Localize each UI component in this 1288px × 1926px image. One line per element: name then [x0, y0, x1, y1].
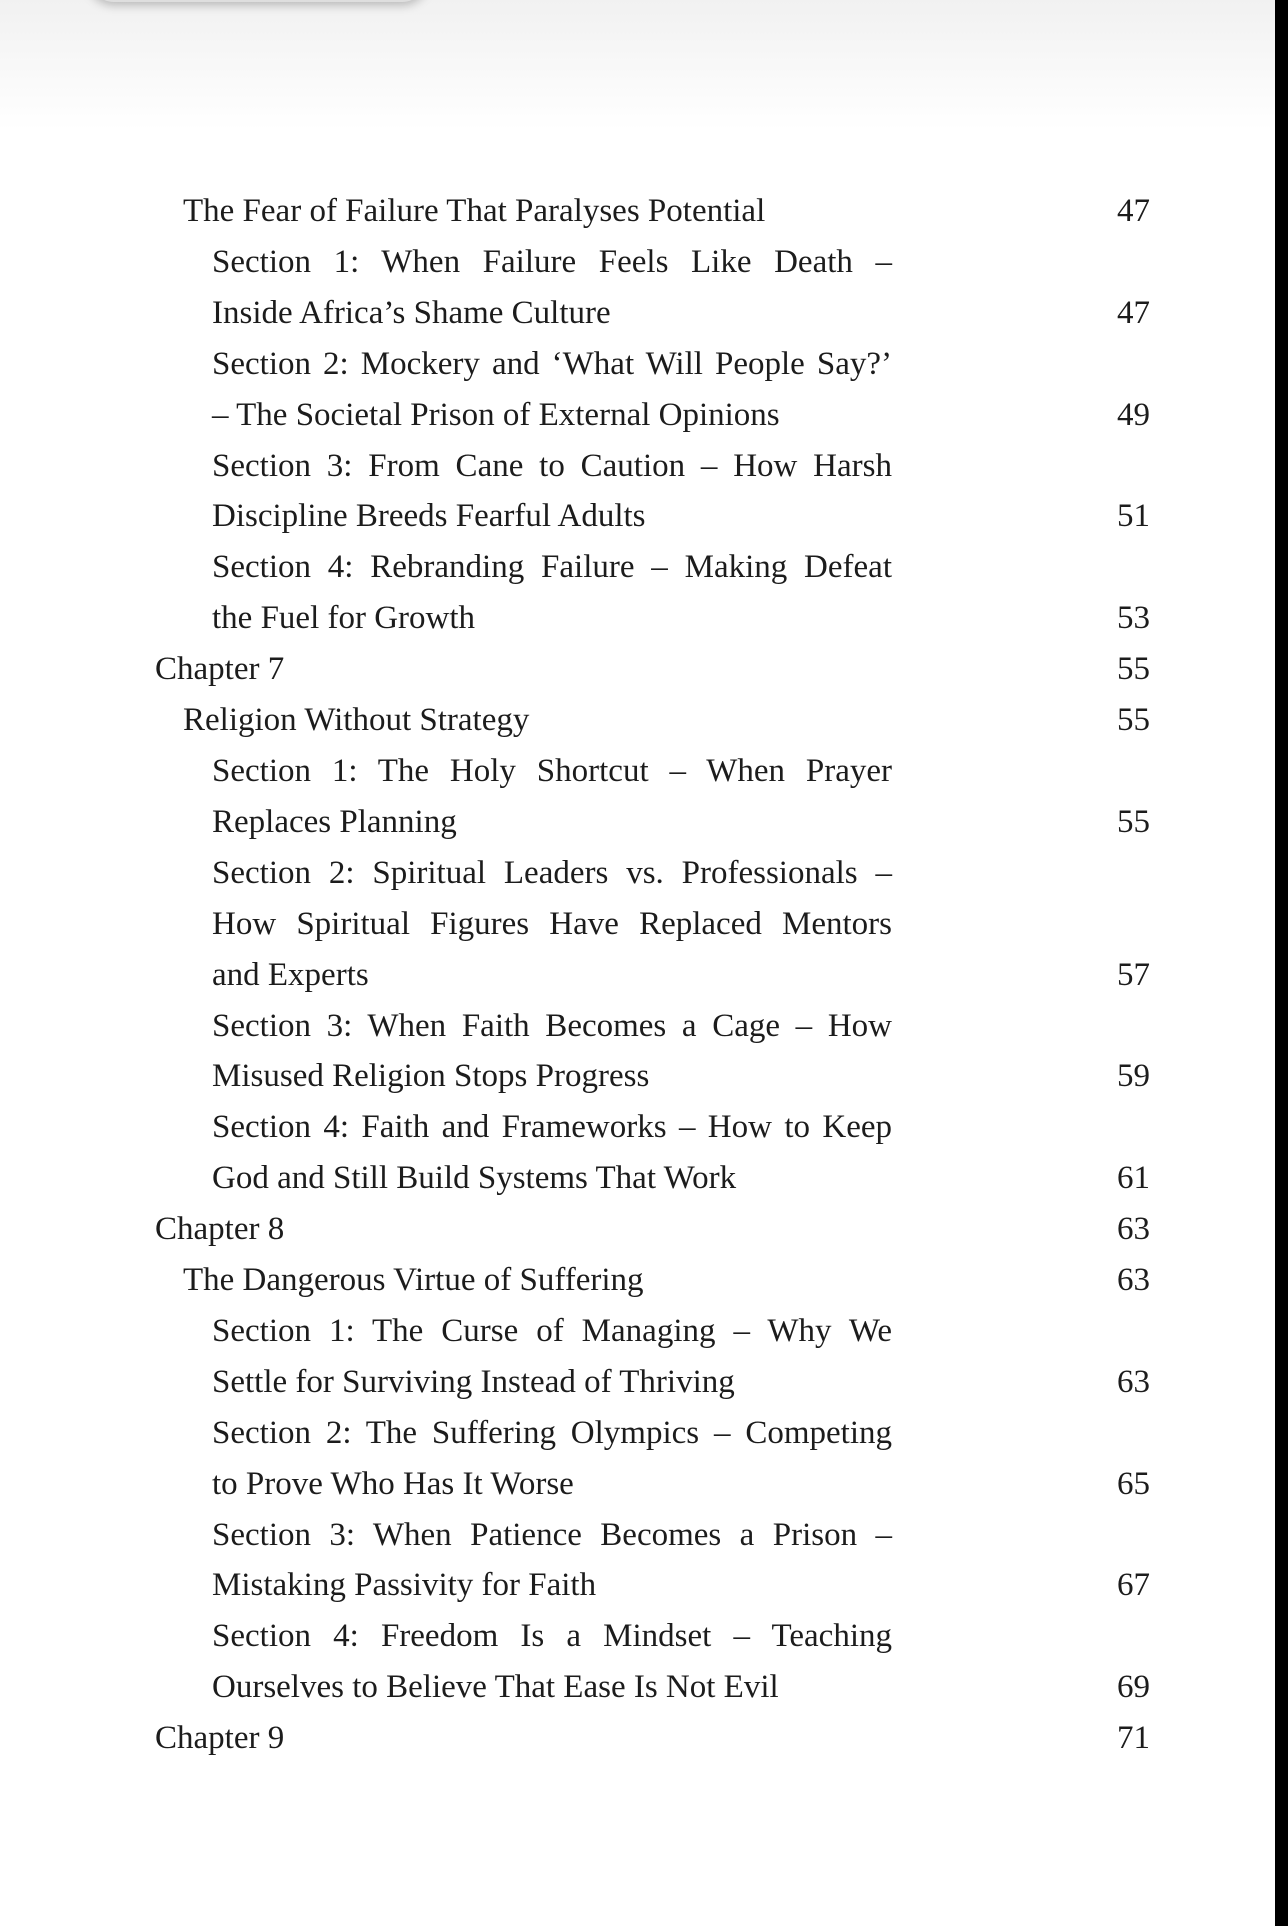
toc-entry-section	[0, 1306, 1275, 1408]
toc-entry-page-number: 63	[1117, 1262, 1150, 1299]
toc-entry-section	[0, 1102, 1275, 1204]
toc-entry-page-number: 47	[1117, 294, 1150, 331]
table-of-contents	[0, 186, 1275, 1764]
toc-entry-line: Chapter 7	[155, 651, 285, 688]
toc-entry-page-number: 71	[1117, 1720, 1150, 1757]
toc-entry-subchapter	[0, 1255, 1275, 1306]
toc-entry-page-number: 63	[1117, 1211, 1150, 1248]
toc-entry-subchapter	[0, 695, 1275, 746]
toc-entry-chapter	[0, 1204, 1275, 1255]
toc-entry-section	[0, 1408, 1275, 1510]
toc-entry-title	[212, 542, 892, 644]
toc-entry-section	[0, 746, 1275, 848]
toc-entry-page-number: 69	[1117, 1669, 1150, 1706]
toc-entry-page-number: 51	[1117, 498, 1150, 535]
toc-entry-title	[212, 237, 892, 339]
toc-entry-page-number: 55	[1117, 702, 1150, 739]
toc-entry-line: Discipline Breeds Fearful Adults	[212, 498, 646, 535]
toc-entry-line: Section 3: When Patience Becomes a Prison –	[212, 1516, 892, 1553]
toc-entry-title	[212, 848, 892, 1001]
toc-entry-chapter	[0, 1713, 1275, 1764]
toc-entry-section	[0, 1510, 1275, 1612]
toc-entry-line: Mistaking Passivity for Faith	[212, 1567, 597, 1604]
toc-entry-page-number: 61	[1117, 1160, 1150, 1197]
toc-entry-line: Religion Without Strategy	[183, 702, 530, 739]
toc-entry-page-number: 65	[1117, 1465, 1150, 1502]
toc-entry-title	[212, 1611, 892, 1713]
toc-entry-line: Section 3: When Faith Becomes a Cage – How	[212, 1007, 892, 1044]
toc-entry-line: Section 3: From Cane to Caution – How Harsh	[212, 447, 892, 484]
toc-entry-page-number: 57	[1117, 956, 1150, 993]
toc-entry-line: Section 2: Mockery and ‘What Will People Say?’	[212, 345, 892, 382]
top-shadow	[0, 0, 1275, 130]
toc-entry-section	[0, 542, 1275, 644]
toc-entry-title	[183, 186, 903, 237]
toc-entry-line: and Experts	[212, 956, 369, 993]
toc-entry-title	[183, 1255, 903, 1306]
toc-entry-title	[212, 1102, 892, 1204]
toc-entry-line: Inside Africa’s Shame Culture	[212, 294, 611, 331]
toc-entry-line: Ourselves to Believe That Ease Is Not Evil	[212, 1669, 779, 1706]
toc-entry-line: Section 4: Rebranding Failure – Making Defeat	[212, 549, 892, 586]
toc-entry-title	[212, 441, 892, 543]
toc-entry-line: to Prove Who Has It Worse	[212, 1465, 574, 1502]
toc-entry-line: The Fear of Failure That Paralyses Potential	[183, 193, 766, 229]
toc-entry-section	[0, 1611, 1275, 1713]
toc-entry-line: Settle for Surviving Instead of Thriving	[212, 1363, 735, 1400]
toc-entry-page-number: 59	[1117, 1058, 1150, 1095]
toc-entry-line: The Dangerous Virtue of Suffering	[183, 1262, 644, 1299]
toc-entry-line: Section 1: The Curse of Managing – Why We	[212, 1312, 892, 1349]
toc-entry-title	[212, 1306, 892, 1408]
toc-entry-section	[0, 237, 1275, 339]
toc-entry-title	[183, 695, 903, 746]
toc-entry-page-number: 55	[1117, 803, 1150, 840]
toc-entry-chapter	[0, 644, 1275, 695]
toc-entry-title	[155, 1713, 915, 1764]
toc-entry-title	[212, 1510, 892, 1612]
toc-entry-title	[212, 1408, 892, 1510]
toc-entry-line: How Spiritual Figures Have Replaced Mentors	[212, 905, 892, 942]
toc-entry-page-number: 47	[1117, 193, 1150, 229]
toc-entry-page-number: 53	[1117, 600, 1150, 637]
toc-entry-title	[155, 644, 915, 695]
toc-entry-line: Chapter 8	[155, 1211, 285, 1248]
toc-entry-line: God and Still Build Systems That Work	[212, 1160, 737, 1197]
top-tab	[88, 0, 428, 2]
toc-entry-line: Section 1: When Failure Feels Like Death –	[212, 243, 892, 280]
toc-entry-line: Replaces Planning	[212, 803, 457, 840]
toc-entry-line: Section 2: Spiritual Leaders vs. Professionals –	[212, 854, 892, 891]
toc-entry-page-number: 49	[1117, 396, 1150, 433]
toc-entry-section	[0, 848, 1275, 1001]
toc-entry-line: Section 4: Faith and Frameworks – How to Keep	[212, 1109, 892, 1146]
toc-entry-section	[0, 339, 1275, 441]
toc-entry-line: Chapter 9	[155, 1720, 285, 1757]
toc-entry-line: the Fuel for Growth	[212, 600, 476, 637]
toc-entry-title	[155, 1204, 915, 1255]
toc-entry-line: Section 4: Freedom Is a Mindset – Teaching	[212, 1618, 892, 1655]
toc-entry-section	[0, 441, 1275, 543]
toc-entry-title	[212, 746, 892, 848]
toc-entry-subchapter	[0, 186, 1275, 237]
toc-entry-page-number: 67	[1117, 1567, 1150, 1604]
toc-entry-title	[212, 339, 892, 441]
toc-entry-section	[0, 1001, 1275, 1103]
toc-entry-line: Section 1: The Holy Shortcut – When Prayer	[212, 752, 892, 789]
toc-entry-title	[212, 1001, 892, 1103]
toc-entry-page-number: 63	[1117, 1363, 1150, 1400]
toc-entry-page-number: 55	[1117, 651, 1150, 688]
toc-entry-line: Misused Religion Stops Progress	[212, 1058, 650, 1095]
toc-entry-line: – The Societal Prison of External Opinions	[212, 396, 780, 433]
toc-entry-line: Section 2: The Suffering Olympics – Competing	[212, 1414, 892, 1451]
